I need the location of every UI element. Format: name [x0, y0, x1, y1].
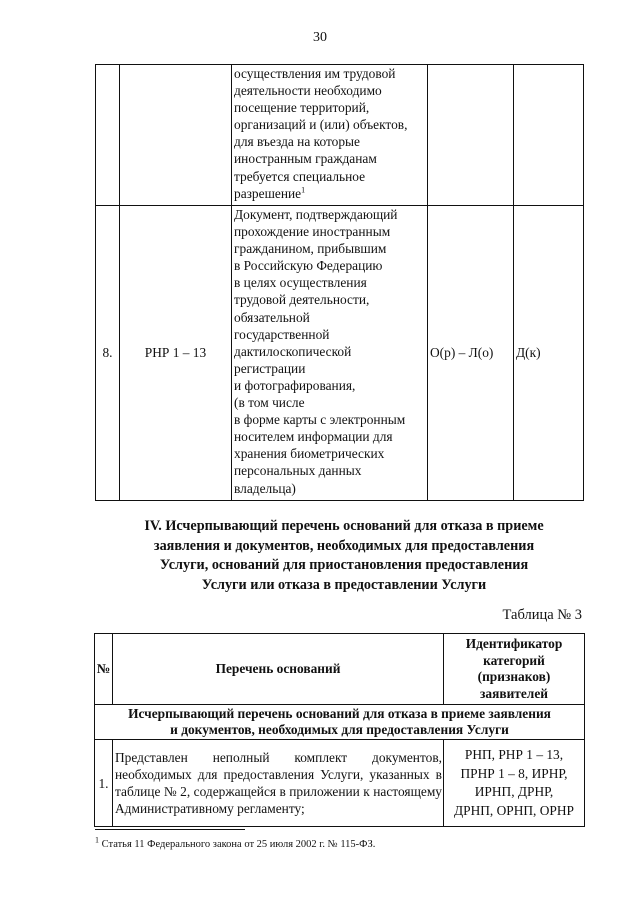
table-row — [95, 740, 585, 827]
section-heading: IV. Исчерпывающий перечень оснований для отказа в приеме заявления и документов, необходимых для предоставления Услуги, оснований для приостановления предоставления Услуги или отказа в предоставлении Услуги — [144, 518, 544, 593]
table-header-row — [95, 634, 585, 705]
footnote-mark: 1 — [95, 835, 99, 845]
row-description: Документ, подтверждающий прохождение иностранным гражданином, прибывшим в Российскую Федерацию в целях осуществления трудовой деятельности, обязательной государственной дактилоскопической регистрации и фотографирования, (в том числе в форме карты с электронным носителем информации для хранения биометрических персональных данных владельца) — [232, 206, 428, 501]
row-col4: О(р) – Л(о) — [428, 206, 514, 501]
row-id — [120, 65, 232, 206]
row-number: 8. — [96, 206, 120, 501]
row-identifiers: РНП, РНР 1 – 13, ПРНР 1 – 8, ИРНР, ИРНП, ДРНР, ДРНП, ОРНП, ОРНР — [444, 740, 585, 827]
applicant-documents-table — [95, 64, 584, 501]
row-number — [96, 65, 120, 206]
table-section-row — [95, 705, 585, 740]
footnote — [95, 835, 376, 850]
header-identifier: Идентификатор категорий (признаков) заявителей — [444, 634, 585, 705]
header-number: № — [95, 634, 113, 705]
table-row — [96, 206, 584, 501]
page-number: 30 — [313, 30, 327, 45]
row-col5 — [514, 65, 584, 206]
section-title: Исчерпывающий перечень оснований для отказа в приеме заявления и документов, необходимых для предоставления Услуги — [95, 705, 585, 740]
row-id: РНР 1 – 13 — [120, 206, 232, 501]
row-number: 1. — [95, 740, 113, 827]
footnote-text: Статья 11 Федерального закона от 25 июля 2002 г. № 115-ФЗ. — [99, 839, 376, 850]
footnote-divider — [95, 829, 245, 830]
table-row — [96, 65, 584, 206]
row-grounds-text: Представлен неполный комплект документов, необходимых для предоставления Услуги, указанных в таблице № 2, содержащейся в приложении к настоящему Административному регламенту; — [113, 740, 444, 827]
row-col4 — [428, 65, 514, 206]
row-col5: Д(к) — [514, 206, 584, 501]
refusal-grounds-table — [94, 633, 585, 827]
header-grounds: Перечень оснований — [113, 634, 444, 705]
table-label: Таблица № 3 — [502, 607, 582, 623]
row-description: осуществления им трудовой деятельности необходимо посещение территорий, организаций и (или) объектов, для въезда на которые иностранным гражданам требуется специальное разрешение$^1$ — [232, 65, 428, 206]
footnote-mark: 1 — [301, 185, 306, 195]
